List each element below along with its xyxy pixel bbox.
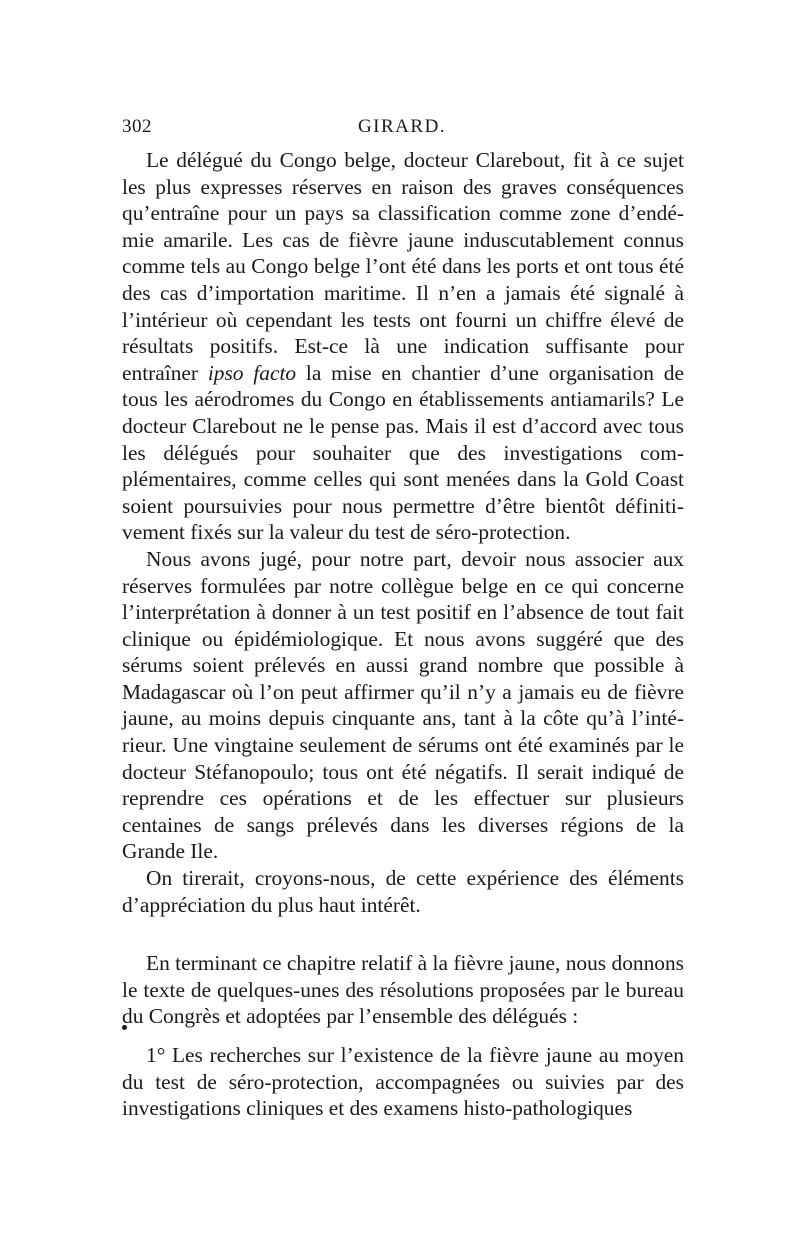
paragraph-1-part-2: la mise en chantier d’une organisation de tous les aérodromes du Congo en établissements antiamarils? Le docteur Clarebout ne le pense pas. Mais il est d’accord avec tous les délégués pour souhaiter que des investigations complémentaires, comme celles qui sont menées dans la Gold Coast soient poursuivies pour nous permettre d’être bientôt définitivement fixés sur la valeur du test de séro-protection. (122, 360, 685, 545)
paragraph-resolutions-intro: En terminant ce chapitre relatif à la fièvre jaune, nous donnons le texte de quelques-unes des résolutions proposées par le bureau du Congrès et adoptées par l’ensemble des délégués : (122, 951, 684, 1029)
paragraph-congo-delegate (122, 147, 684, 546)
paragraph-experience: On tirerait, croyons-nous, de cette expérience des éléments d’appréciation du plus haut intérêt. (122, 866, 684, 917)
running-title: GIRARD. (357, 116, 447, 137)
paragraph-reserves: Nous avons jugé, pour notre part, devoir nous associer aux réserves formulées par notre collègue belge en ce qui concerne l’interprétation à donner à un test positif en l’absence de tout fait clinique ou épidémiologique. Et nous avons suggéré que des sérums soient prélevés en aussi grand nombre que possible à Madagascar où l’on peut affirmer qu’il n’y a jamais eu de fièvre jaune, au moins depuis cinquante ans, tant à la côte qu’à l’intérieur. Une vingtaine seulement de sérums ont été examinés par le docteur Stéfanopoulo; tous ont été négatifs. Il serait indiqué de reprendre ces opérations et de les effectuer sur plusieurs centaines de sangs prélevés dans les diverses régions de la Grande Ile. (122, 546, 684, 864)
body-text (122, 147, 684, 1122)
page-header (122, 116, 682, 142)
paragraph-1-part-1: Le délégué du Congo belge, docteur Clarebout, fit à ce sujet les plus expresses réserves en raison des graves conséquences qu’entraîne pour un pays sa classification comme zone d’endémie amarile. Les cas de fièvre jaune induscutablement connus comme tels au Congo belge l’ont été dans les ports et ont tous été des cas d’importation maritime. Il n’en a jamais été signalé à l’intérieur où cependant les tests ont fourni un chiffre élevé de résultats positifs. Est-ce là une indication suffisante pour entraîner (122, 148, 684, 385)
italic-ipso-facto: ipso facto (207, 360, 297, 385)
resolution-item-1: 1° Les recherches sur l’existence de la fièvre jaune au moyen du test de séro-protection, accompagnées ou suivies par des investigations cliniques et des examens histo-pathologiques (122, 1043, 684, 1121)
section-break (122, 918, 684, 950)
page-number: 302 (122, 116, 152, 137)
